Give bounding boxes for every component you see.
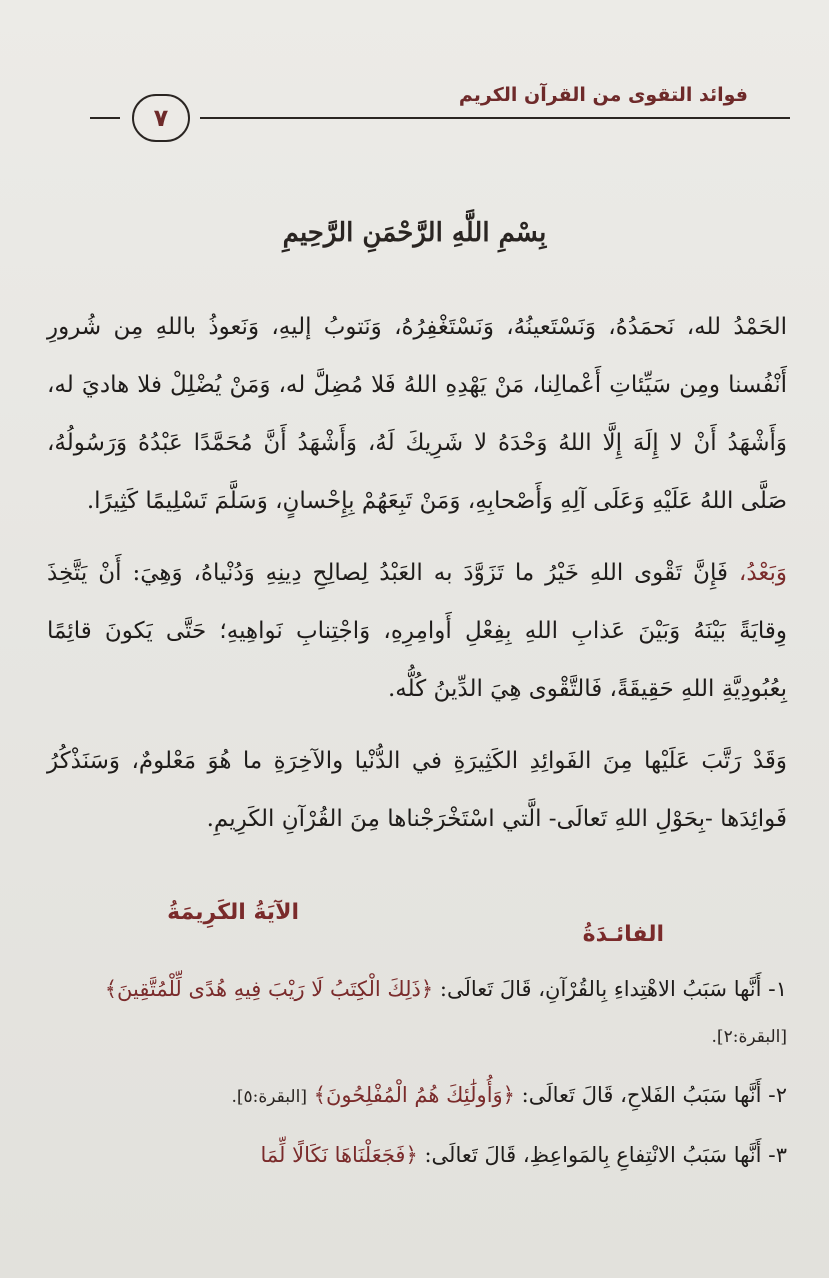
item-text: أَنَّها سَبَبُ الفَلاحِ، قَالَ تَعالَى: [521, 1083, 762, 1107]
running-title: فوائد التقوى من القرآن الكريم [458, 84, 748, 106]
intro-paragraph-2-text: فَإِنَّ تَقْوى اللهِ خَيْرُ ما تَزَوَّدَ به العَبْدُ لِصالِحِ دِينِهِ وَدُنْياهُ، وَهِيَ: أَنْ يَتَّخِذَ وِقايَةً بَيْنَهُ وَبَيْنَ عَذابِ اللهِ بِفِعْلِ أَوامِرِهِ، وَاجْتِنابِ نَواهِيهِ؛ حَتَّى يَكونَ قائِمًا بِعُبُودِيَّةِ اللهِ حَقِيقَةً، فَالتَّقْوى هِيَ الدِّينُ كُلُّه. [47, 560, 787, 702]
list-item [42, 1132, 787, 1178]
header-rule [200, 117, 790, 119]
header-rule-left [90, 117, 120, 119]
intro-paragraph-2 [47, 544, 787, 718]
wa-baad-lead: وَبَعْدُ، [738, 560, 787, 586]
quran-verse: ﴿ذَلِكَ الْكِتَبُ لَا رَيْبَ فِيهِ هُدًى لِّلْمُتَّقِينَ﴾ [104, 977, 434, 1001]
item-text: أَنَّها سَبَبُ الانْتِفاعِ بِالمَواعِظِ، قَالَ تَعالَى: [424, 1143, 762, 1167]
item-text: أَنَّها سَبَبُ الاهْتِداءِ بِالقُرْآنِ، قَالَ تَعالَى: [439, 977, 762, 1001]
verse-column-heading: الآيَةُ الكَرِيمَةُ [167, 900, 299, 925]
intro-paragraph-3: وَقَدْ رَتَّبَ عَلَيْها مِنَ الفَوائِدِ الكَثِيرَةِ في الدُّنْيا والآخِرَةِ ما هُوَ مَعْلومٌ، وَسَنَذْكُرُ فَوائِدَها -بِحَوْلِ اللهِ تَعالَى- الَّتي اسْتَخْرَجْناها مِنَ القُرْآنِ الكَرِيمِ. [47, 748, 787, 832]
list-item [42, 1072, 787, 1120]
basmala: بِسْمِ اللَّهِ الرَّحْمَنِ الرَّحِيمِ [282, 218, 547, 248]
intro-text [47, 298, 787, 858]
intro-paragraph-1: الحَمْدُ لله، نَحمَدُهُ، وَنَسْتَعينُهُ، وَنَسْتَغْفِرُهُ، وَنَتوبُ إليهِ، وَنَعوذُ باللهِ مِن شُرورِ أَنْفُسنا ومِن سَيِّئاتِ أَعْمالِنا، مَنْ يَهْدِهِ اللهُ فَلا مُضِلَّ له، وَمَنْ يُضْلِلْ فلا هاديَ له، وَأَشْهَدُ أَنْ لا إِلَهَ إِلَّا اللهُ وَحْدَهُ لا شَرِيكَ لَهُ، وَأَشْهَدُ أَنَّ مُحَمَّدًا عَبْدُهُ وَرَسُولُهُ، صَلَّى اللهُ عَلَيْهِ وَعَلَى آلِهِ وَأَصْحابِهِ، وَمَنْ تَبِعَهُمْ بِإِحْسانٍ، وَسَلَّمَ تَسْلِيمًا كَثِيرًا. [47, 314, 787, 514]
column-headings [0, 896, 829, 956]
page-header [90, 80, 790, 130]
quran-verse: ﴿فَجَعَلْنَاهَا نَكَالًا لِّمَا [260, 1143, 418, 1167]
item-number: ١- [768, 977, 787, 1001]
benefit-column-heading: الفائـدَةُ [582, 922, 664, 947]
quran-verse: ﴿وَأُولَٰئِكَ هُمُ الْمُفْلِحُونَ﴾ [313, 1083, 515, 1107]
item-number: ٢- [768, 1083, 787, 1107]
item-number: ٣- [768, 1143, 787, 1167]
page-number: ٧ [153, 104, 169, 132]
list-item [42, 966, 787, 1060]
verse-reference: [البقرة:٢]. [711, 1027, 787, 1047]
benefits-list [42, 966, 787, 1190]
page-number-ornament [132, 94, 190, 142]
verse-reference: [البقرة:٥]. [231, 1087, 307, 1107]
